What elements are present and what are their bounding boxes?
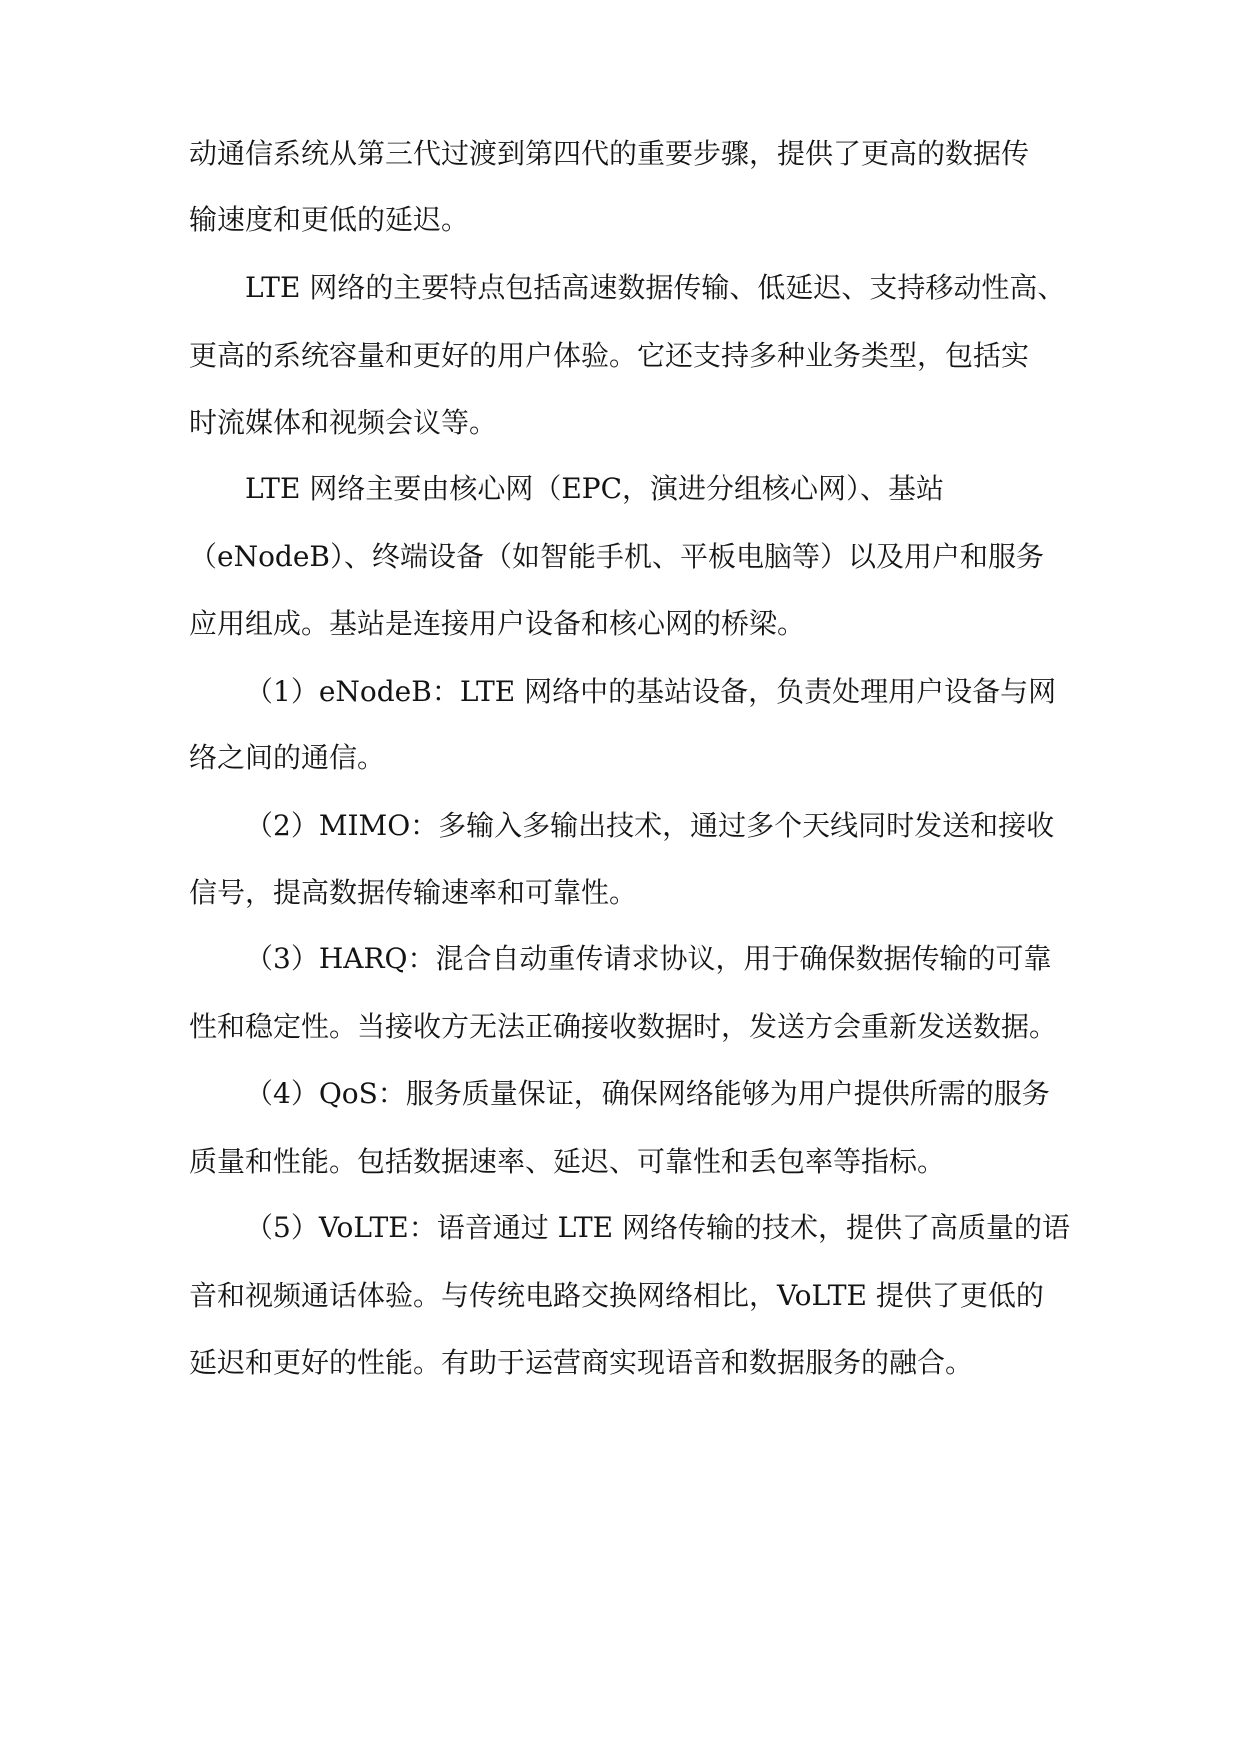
paragraph-intro-line-1: 动通信系统从第三代过渡到第四代的重要步骤，提供了更高的数据传 <box>189 137 1030 170</box>
paragraph-architecture-line-3: 应用组成。基站是连接用户设备和核心网的桥梁。 <box>189 607 806 640</box>
list-item-3-line-1: （3）HARQ：混合自动重传请求协议，用于确保数据传输的可靠 <box>245 942 1052 975</box>
list-item-2-line-1: （2）MIMO：多输入多输出技术，通过多个天线同时发送和接收 <box>245 809 1055 842</box>
paragraph-architecture-line-1: LTE 网络主要由核心网（EPC，演进分组核心网）、基站 <box>245 472 945 505</box>
paragraph-features-line-3: 时流媒体和视频会议等。 <box>189 406 498 439</box>
list-item-4-line-2: 质量和性能。包括数据速率、延迟、可靠性和丢包率等指标。 <box>189 1145 946 1178</box>
paragraph-features-line-2: 更高的系统容量和更好的用户体验。它还支持多种业务类型，包括实 <box>189 339 1030 372</box>
paragraph-architecture-line-2: （eNodeB）、终端设备（如智能手机、平板电脑等）以及用户和服务 <box>189 540 1045 573</box>
list-item-4-line-1: （4）QoS：服务质量保证，确保网络能够为用户提供所需的服务 <box>245 1077 1050 1110</box>
paragraph-intro-line-2: 输速度和更低的延迟。 <box>189 203 470 236</box>
list-item-1-line-1: （1）eNodeB：LTE 网络中的基站设备，负责处理用户设备与网 <box>245 675 1057 708</box>
list-item-5-line-2: 音和视频通话体验。与传统电路交换网络相比，VoLTE 提供了更低的 <box>189 1279 1044 1312</box>
list-item-2-line-2: 信号，提高数据传输速率和可靠性。 <box>189 876 638 909</box>
list-item-1-line-2: 络之间的通信。 <box>189 741 386 774</box>
paragraph-features-line-1: LTE 网络的主要特点包括高速数据传输、低延迟、支持移动性高、 <box>245 271 1066 304</box>
list-item-5-line-1: （5）VoLTE：语音通过 LTE 网络传输的技术，提供了高质量的语 <box>245 1211 1070 1244</box>
list-item-3-line-2: 性和稳定性。当接收方无法正确接收数据时，发送方会重新发送数据。 <box>189 1010 1058 1043</box>
list-item-5-line-3: 延迟和更好的性能。有助于运营商实现语音和数据服务的融合。 <box>189 1346 974 1379</box>
